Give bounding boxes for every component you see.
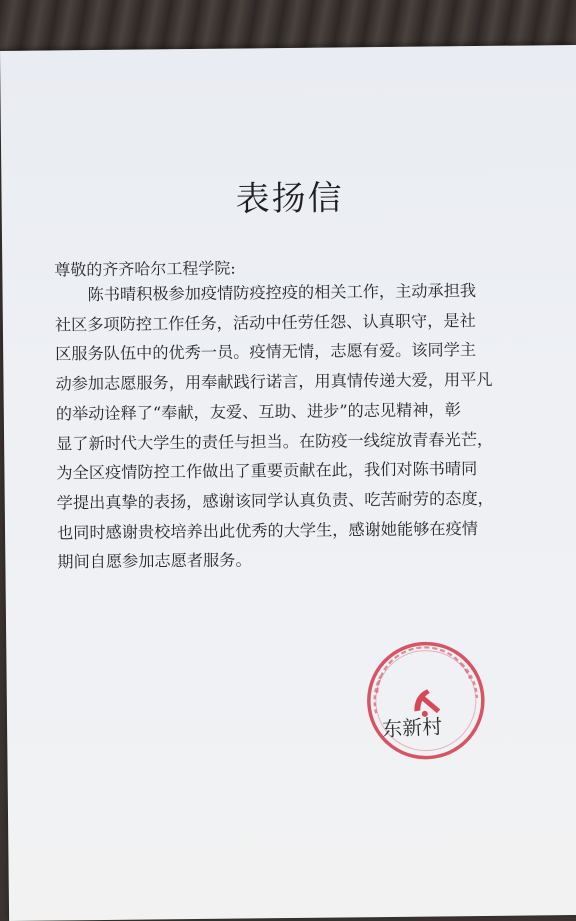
body-line: 学提出真挚的表扬，感谢该同学认真负责、吃苦耐劳的态度， [56,488,494,513]
official-seal [356,631,495,770]
letter-title: 表扬信 [235,178,344,220]
letter-body [54,275,547,577]
body-line: 区服务队伍中的优秀一员。疫情无情，志愿有爱。该同学主 [55,340,477,364]
salutation: 尊敬的齐齐哈尔工程学院: [54,258,236,280]
body-line: 也同时感谢贵校培养出此优秀的大学生，感谢她能够在疫情 [56,518,479,543]
body-line: 期间自愿参加志愿者服务。 [57,550,252,572]
body-line: 的举动诠释了“奉献，友爱、互助、进步”的志见精神，彰 [55,400,461,424]
body-line: 动参加志愿服务，用奉献践行诺言，用真情传递大爱，用平凡 [55,369,493,394]
body-line: 社区多项防控工作任务，活动中任劳任怨、认真职守，是社 [54,310,476,335]
signature: 东新村 [381,714,443,742]
body-line: 陈书晴积极参加疫情防疫控疫的相关工作，主动承担我 [87,281,477,305]
letter-paper [0,45,576,921]
body-line: 为全区疫情防控工作做出了重要贡献在此，我们对陈书晴同 [56,459,478,483]
body-line: 显了新时代大学生的责任与担当。在防疫一线绽放青春光芒， [56,429,494,453]
